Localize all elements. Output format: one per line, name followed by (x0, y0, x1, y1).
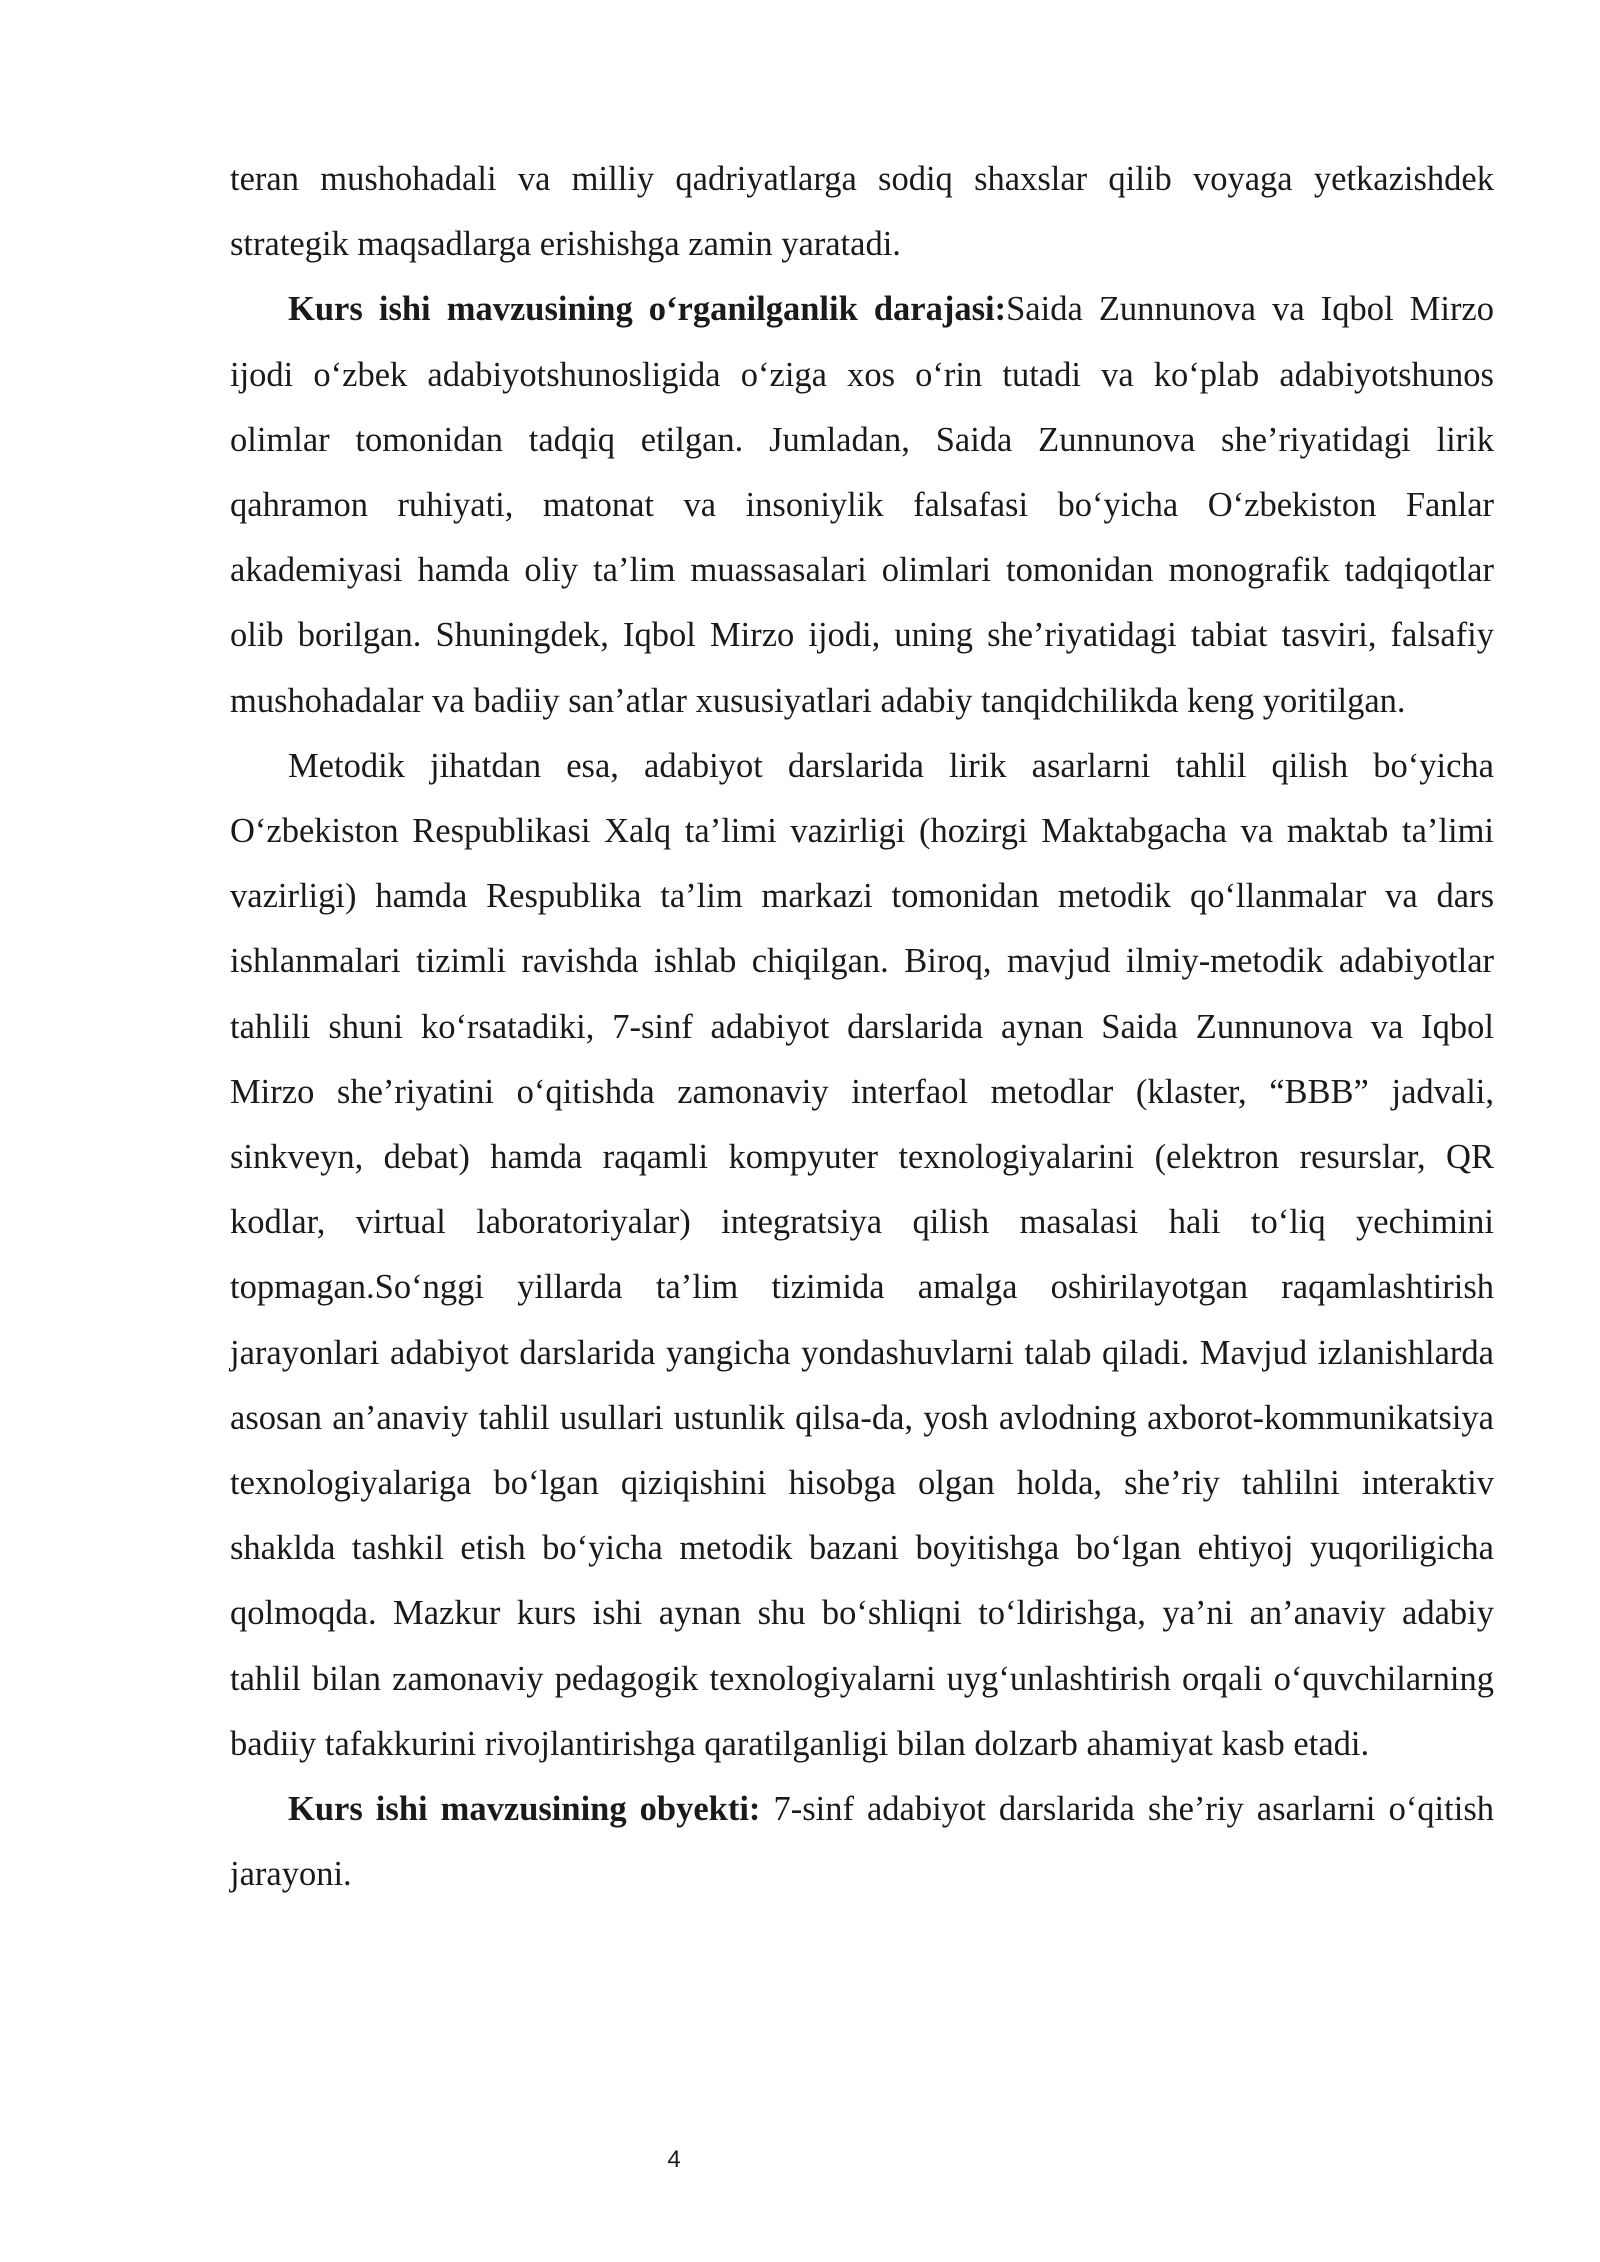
page-number: 4 (667, 2146, 681, 2173)
paragraph-text: Saida Zunnunova va Iqbol Mirzo ijodi o‘zbek adabiyotshunosligida o‘ziga xos o‘rin tutadi va ko‘plab adabiyotshunos olimlar tomonidan tadqiq etilgan. Jumladan, Saida Zunnunova she’riyatidagi lirik qahramon ruhiyati, matonat va insoniylik falsafasi bo‘yicha O‘zbekiston Fanlar akademiyasi hamda oliy ta’lim muassasalari olimlari tomonidan monografik tadqiqotlar olib borilgan. Shuningdek, Iqbol Mirzo ijodi, uning she’riyatidagi tabiat tasviri, falsafiy mushohadalar va badiiy san’atlar xususiyatlari adabiy tanqidchilikda keng yoritilgan. (230, 290, 1494, 720)
section-heading-study-level: Kurs ishi mavzusining o‘rganilganlik darajasi: (288, 290, 1007, 329)
section-heading-object: Kurs ishi mavzusining obyekti: (288, 1790, 761, 1829)
paragraph-methodology (230, 734, 1494, 1777)
paragraph-object (230, 1777, 1494, 1907)
paragraph-study-level (230, 277, 1494, 733)
paragraph-text: Metodik jihatdan esa, adabiyot darslarida lirik asarlarni tahlil qilish bo‘yicha O‘zbekiston Respublikasi Xalq ta’limi vazirligi (hozirgi Maktabgacha va maktab ta’limi vazirligi) hamda Respublika ta’lim markazi tomonidan metodik qo‘llanmalar va dars ishlanmalari tizimli ravishda ishlab chiqilgan. Biroq, mavjud ilmiy-metodik adabiyotlar tahlili shuni ko‘rsatadiki, 7-sinf adabiyot darslarida aynan Saida Zunnunova va Iqbol Mirzo she’riyatini o‘qitishda zamonaviy interfaol metodlar (klaster, “BBB” jadvali, sinkveyn, debat) hamda raqamli kompyuter texnologiyalarini (elektron resurslar, QR kodlar, virtual laboratoriyalar) integratsiya qilish masalasi hali to‘liq yechimini topmagan.So‘nggi yillarda ta’lim tizimida amalga oshirilayotgan raqamlashtirish jarayonlari adabiyot darslarida yangicha yondashuvlarni talab qiladi. Mavjud izlanishlarda asosan an’anaviy tahlil usullari ustunlik qilsa-da, yosh avlodning axborot-kommunikatsiya texnologiyalariga bo‘lgan qiziqishini hisobga olgan holda, she’riy tahlilni interaktiv shaklda tashkil etish bo‘yicha metodik bazani boyitishga bo‘lgan ehtiyoj yuqoriligicha qolmoqda. Mazkur kurs ishi aynan shu bo‘shliqni to‘ldirishga, ya’ni an’anaviy adabiy tahlil bilan zamonaviy pedagogik texnologiyalarni uyg‘unlashtirish orqali o‘quvchilarning badiiy tafakkurini rivojlantirishga qaratilganligi bilan dolzarb ahamiyat kasb etadi. (230, 746, 1494, 1763)
paragraph-text: teran mushohadali va milliy qadriyatlarga sodiq shaxslar qilib voyaga yetkazishdek strategik maqsadlarga erishishga zamin yaratadi. (230, 160, 1494, 264)
body-text (230, 147, 1494, 1907)
paragraph-text: 7-sinf adabiyot darslarida she’riy asarlarni o‘qitish jarayoni. (230, 1790, 1494, 1894)
paragraph-continuation (230, 147, 1494, 277)
